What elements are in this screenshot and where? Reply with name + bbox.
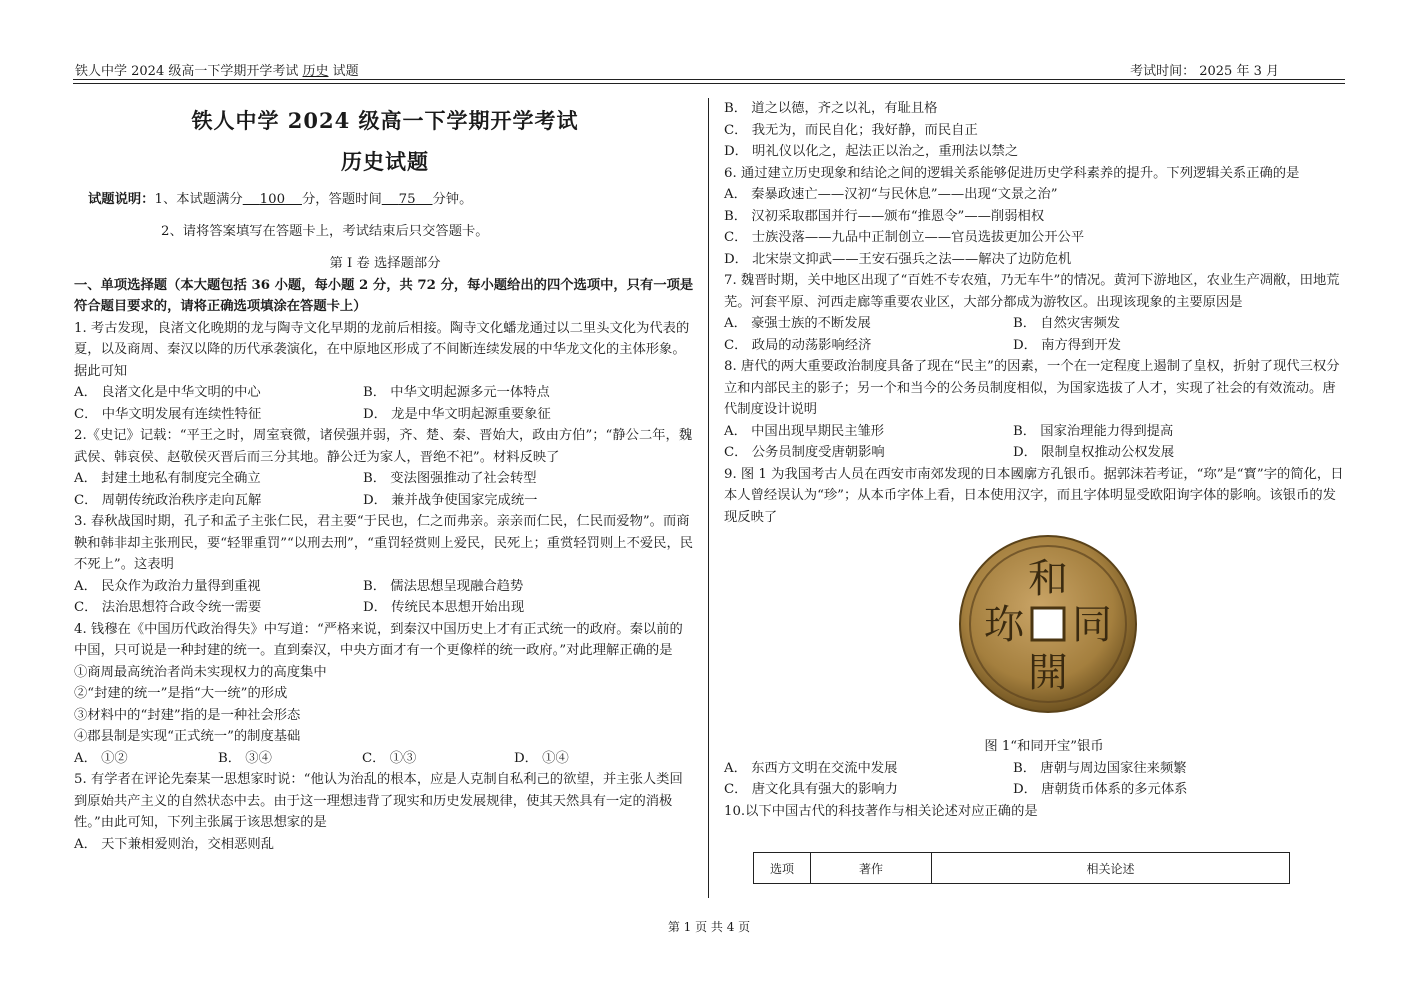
question-8-options xyxy=(724,421,1346,443)
option: C． 周朝传统政治秩序走向瓦解 xyxy=(74,492,262,508)
option: C． 公务员制度受唐朝影响 xyxy=(724,445,885,460)
exam-duration-value: 75 xyxy=(398,192,416,207)
header-suffix: 试题 xyxy=(328,64,359,79)
option: A． 良渚文化是中华文明的中心 xyxy=(74,385,261,400)
header-rule xyxy=(73,79,1345,80)
header-rule-thin xyxy=(73,83,1345,84)
question-8-stem: 8. 唐代的两大重要政治制度具备了现在“民主”的因素，一个在一定程度上遏制了皇权，折射了现代三权分立和内部民主的影子；另一个和当今的公务员制度相似，为国家选拔了人才，实现了社会的有效流动。唐代制度设计说明 xyxy=(724,359,1340,417)
table-header-cell: 著作 xyxy=(811,853,932,884)
option: D． 限制皇权推动公权发展 xyxy=(1013,445,1175,460)
option: C． 唐文化具有强大的影响力 xyxy=(724,782,898,797)
question-7-options xyxy=(724,335,1346,357)
left-column xyxy=(74,100,696,855)
coin-char-top: 和 xyxy=(1028,556,1068,602)
exam-subtitle: 历史试题 xyxy=(341,149,429,174)
question-1-options xyxy=(74,382,696,404)
option: D． 兼并战争使国家完成统一 xyxy=(363,492,538,508)
table-header-cell: 选项 xyxy=(754,853,811,884)
header-school-exam: 铁人中学 2024 级高一下学期开学考试 xyxy=(75,64,303,79)
option: B． 唐朝与周边国家往来频繁 xyxy=(1013,760,1187,776)
table-header-cell: 相关论述 xyxy=(932,853,1290,884)
option: C． 政局的动荡影响经济 xyxy=(724,337,872,353)
instruction-text: 分钟。 xyxy=(432,192,473,207)
question-7-stem: 7. 魏晋时期，关中地区出现了“百姓不专农殖，乃无车牛”的情况。黄河下游地区，农业生产凋敝，田地荒芜。河套平原、河西走廊等重要农业区，大部分都成为游牧区。出现该现象的主要原因是 xyxy=(724,273,1340,310)
section-heading: 一、单项选择题（本大题包括 36 小题，每小题 2 分，共 72 分，每小题给出的四个选项中，只有一项是符合题目要求的，请将正确选项填涂在答题卡上） xyxy=(74,277,694,314)
question-2-options xyxy=(74,490,696,512)
question-9-stem: 9. 图 1 为我国考古人员在西安市南郊发现的日本國廓方孔银币。据郭沫若考证，“珎”是“寳”字的简化，日本人曾经误认为“珍”；从本币字体上看，日本使用汉字，而且字体明显受欧阳询字体的影响。该银币的发现反映了 xyxy=(724,466,1344,525)
question-4-statement: ③材料中的“封建”指的是一种社会形态 xyxy=(74,707,301,723)
option: C． 我无为，而民自化；我好静，而民自正 xyxy=(724,122,978,138)
column-divider xyxy=(708,98,709,898)
figure-1-caption: 图 1“和同开宝”银币 xyxy=(984,739,1104,754)
question-1-options xyxy=(74,404,696,426)
question-3-options xyxy=(74,597,696,619)
right-column xyxy=(724,98,1346,822)
question-10-stem: 10.以下中国古代的科技著作与相关论述对应正确的是 xyxy=(724,803,1038,819)
option: B． 中华文明起源多元一体特点 xyxy=(363,385,550,400)
exam-duration xyxy=(382,189,433,211)
option: B． 国家治理能力得到提高 xyxy=(1013,423,1174,439)
option: B． ③④ xyxy=(218,750,272,766)
option: A． 封建土地私有制度完全确立 xyxy=(74,471,261,486)
instruction-line-2: 2、请将答案填写在答题卡上，考试结束后只交答题卡。 xyxy=(161,224,489,239)
option: B． 儒法思想呈现融合趋势 xyxy=(363,578,524,594)
question-4-statement: ②“封建的统一”是指“大一统”的形成 xyxy=(74,686,288,701)
question-6-stem: 6. 通过建立历史现象和结论之间的逻辑关系能够促进历史学科素养的提升。下列逻辑关系正确的是 xyxy=(724,165,1300,181)
option: D． 北宋崇文抑武——王安石强兵之法——解决了边防危机 xyxy=(724,251,1072,267)
question-4-stem: 4. 钱穆在《中国历代政治得失》中写道：“严格来说，到秦汉中国历史上才有正式统一的政府。秦以前的中国，只可说是一种封建的统一。直到秦汉，中央方面才有一个更像样的统一政府。”对此理解正确的是 xyxy=(74,621,683,658)
table-header-row xyxy=(754,853,1290,884)
option: A． 中国出现早期民主雏形 xyxy=(724,423,885,439)
option: B． 道之以德，齐之以礼，有耻且格 xyxy=(724,101,938,116)
option: D． 龙是中华文明起源重要象征 xyxy=(363,406,551,422)
option: A． 东西方文明在交流中发展 xyxy=(724,760,898,776)
option: D． 明礼仪以化之，起法正以治之，重刑法以禁之 xyxy=(724,144,1019,159)
question-3-stem: 3. 春秋战国时期，孔子和孟子主张仁民，君主要“于民也，仁之而弗亲。亲亲而仁民，仁民而爱物”。而商鞅和韩非却主张刑民，要“轻罪重罚”“以刑去刑”，“重罚轻赏则上爱民，民死上；重赏轻罚则上不爱民，民不死上”。这表明 xyxy=(74,514,694,572)
question-2-options xyxy=(74,468,696,490)
question-1-stem: 1. 考古发现，良渚文化晚期的龙与陶寺文化早期的龙前后相接。陶寺文化蟠龙通过以二里头文化为代表的夏，以及商周、秦汉以降的历代承袭演化，在中原地区形成了不间断连续发展的中华龙文化的主体形象。据此可知 xyxy=(74,320,690,379)
option: A． 天下兼相爱则治，交相恶则乱 xyxy=(74,836,274,852)
header-exam-time: 考试时间： 2025 年 3 月 xyxy=(1130,64,1279,79)
option: C． 法治思想符合政令统一需要 xyxy=(74,600,262,615)
option: B． 汉初采取郡国并行——颁布“推恩令”——削弱相权 xyxy=(724,208,1045,224)
option: B． 自然灾害频发 xyxy=(1013,316,1121,331)
option: A． ①② xyxy=(74,750,128,766)
coin-char-left: 珎 xyxy=(984,602,1024,648)
question-5-stem: 5. 有学者在评论先秦某一思想家时说：“他认为治乱的根本，应是人克制自私利己的欲望，并主张人类回到原始共产主义的自然状态中去。由于这一理想违背了现实和历史发展规律，使其天然具有一定的消极性。”由此可知，下列主张属于该思想家的是 xyxy=(74,772,683,830)
question-8-options xyxy=(724,442,1346,464)
header-left xyxy=(75,60,359,79)
option: C． 士族没落——九品中正制创立——官员选拔更加公开公平 xyxy=(724,230,1085,245)
coin-image xyxy=(958,534,1138,714)
option: C． ①③ xyxy=(362,750,417,766)
full-score-value: 100 xyxy=(259,192,286,207)
question-4-statement: ①商周最高统治者尚未实现权力的高度集中 xyxy=(74,664,327,680)
question-2-stem: 2.《史记》记载：“平王之时，周室衰微，诸侯强并弱，齐、楚、秦、晋始大，政由方伯”；“静公二年，魏武侯、韩哀侯、赵敬侯灭晋后而三分其地。静公迁为家人，晋绝不祀”。材料反映了 xyxy=(74,428,693,465)
instruction-text: 1、本试题满分 xyxy=(154,192,243,207)
option: A． 民众作为政治力量得到重视 xyxy=(74,578,261,594)
full-score xyxy=(243,189,302,211)
page-number: 第 1 页 共 4 页 xyxy=(667,920,751,934)
option: A． 豪强士族的不断发展 xyxy=(724,316,871,331)
option: B． 变法图强推动了社会转型 xyxy=(363,471,537,486)
option: D． 唐朝货币体系的多元体系 xyxy=(1013,782,1188,797)
instruction-line-1 xyxy=(74,189,696,211)
exam-title: 铁人中学 2024 级高一下学期开学考试 xyxy=(191,108,579,133)
option: D． ①④ xyxy=(514,750,569,766)
question-9-options xyxy=(724,779,1346,801)
option: D． 传统民本思想开始出现 xyxy=(363,600,525,615)
part-title: 第 I 卷 选择题部分 xyxy=(329,256,441,271)
question-10-table xyxy=(753,852,1290,884)
coin-char-right: 同 xyxy=(1072,602,1112,648)
instruction-label: 试题说明： xyxy=(88,192,155,207)
question-3-options xyxy=(74,576,696,598)
question-4-options xyxy=(74,748,696,770)
page-header xyxy=(73,58,1345,80)
instruction-text: 分，答题时间 xyxy=(301,192,382,207)
option: D． 南方得到开发 xyxy=(1013,337,1121,353)
option: C． 中华文明发展有连续性特征 xyxy=(74,406,262,422)
coin-char-bottom: 開 xyxy=(1028,650,1068,696)
question-4-statement: ④郡县制是实现“正式统一”的制度基础 xyxy=(74,729,301,744)
header-subject: 历史 xyxy=(302,64,329,79)
question-9-options xyxy=(724,758,1346,780)
option: A． 秦暴政速亡——汉初“与民休息”——出现“文景之治” xyxy=(724,187,1058,202)
question-7-options xyxy=(724,313,1346,335)
figure-1 xyxy=(724,534,1346,734)
